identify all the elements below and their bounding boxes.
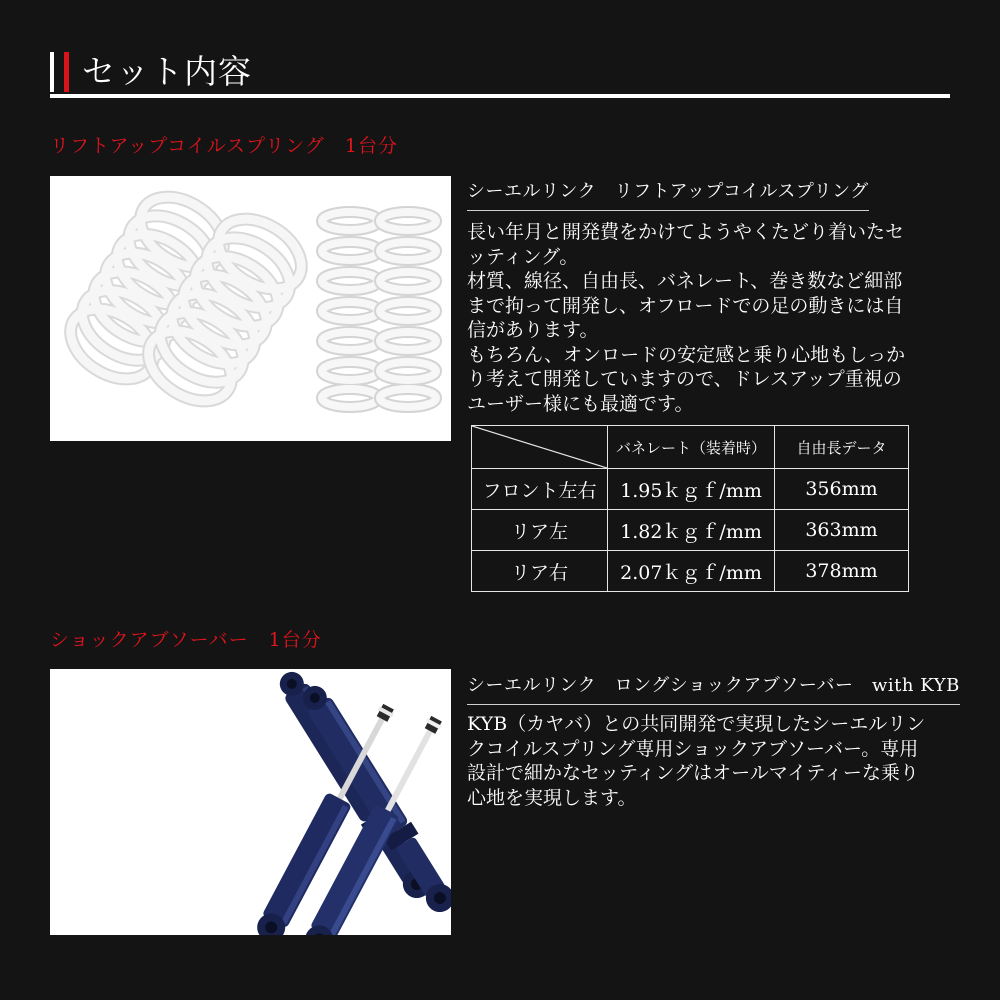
page-title: セット内容 xyxy=(82,52,252,91)
spec-header-spring-rate: バネレート（装着時） xyxy=(608,426,775,469)
spring-spec-table xyxy=(471,425,909,592)
shock-description-paragraph: KYB（カヤバ）との共同開発で実現したシーエルリンクコイルスプリング専用ショックアブソーバー。専用設計で細かなセッティングはオールマイティーな乗り心地を実現します。 xyxy=(467,713,926,809)
header-accent-red xyxy=(64,52,69,92)
coil-spring-illustration xyxy=(50,176,451,441)
spec-table-header-row xyxy=(472,426,909,469)
spring-description-paragraph: 材質、線径、自由長、バネレート、巻き数など細部まで拘って開発し、オフロードでの足の動きには自信があります。 xyxy=(467,270,904,341)
table-row xyxy=(472,510,909,551)
shocks-section-title: ショックアブソーバー 1台分 xyxy=(50,629,322,651)
page-header xyxy=(50,44,950,98)
spec-position-cell: リア左 xyxy=(472,510,608,551)
spec-length-cell: 356mm xyxy=(775,469,909,510)
diagonal-line xyxy=(472,426,607,468)
spec-position-cell: リア右 xyxy=(472,551,608,592)
spec-length-cell: 363mm xyxy=(775,510,909,551)
table-row xyxy=(472,551,909,592)
shock-product-name: シーエルリンク ロングショックアブソーバー with KYB xyxy=(467,671,960,705)
spec-header-free-length: 自由長データ xyxy=(775,426,909,469)
spec-rate-cell: 2.07ｋｇｆ/mm xyxy=(608,551,775,592)
spec-rate-cell: 1.95ｋｇｆ/mm xyxy=(608,469,775,510)
spec-length-cell: 378mm xyxy=(775,551,909,592)
spec-rate-cell: 1.82ｋｇｆ/mm xyxy=(608,510,775,551)
header-accent-white xyxy=(50,52,54,92)
spring-description-paragraph: もちろん、オンロードの安定感と乗り心地もしっかり考えて開発していますので、ドレスアップ重視のユーザー様にも最適です。 xyxy=(467,343,906,415)
shock-absorber-illustration xyxy=(50,669,451,935)
coil-spring-photo xyxy=(50,176,451,441)
spec-table-corner-cell xyxy=(472,426,608,469)
spring-product-name: シーエルリンク リフトアップコイルスプリング xyxy=(467,177,869,211)
shock-absorber-photo xyxy=(50,669,451,935)
springs-section-title: リフトアップコイルスプリング 1台分 xyxy=(50,135,398,157)
shock-description xyxy=(467,712,929,810)
table-row xyxy=(472,469,909,510)
spring-description xyxy=(467,220,912,416)
spring-description-paragraph: 長い年月と開発費をかけてようやくたどり着いたセッティング。 xyxy=(467,221,905,268)
spec-position-cell: フロント左右 xyxy=(472,469,608,510)
